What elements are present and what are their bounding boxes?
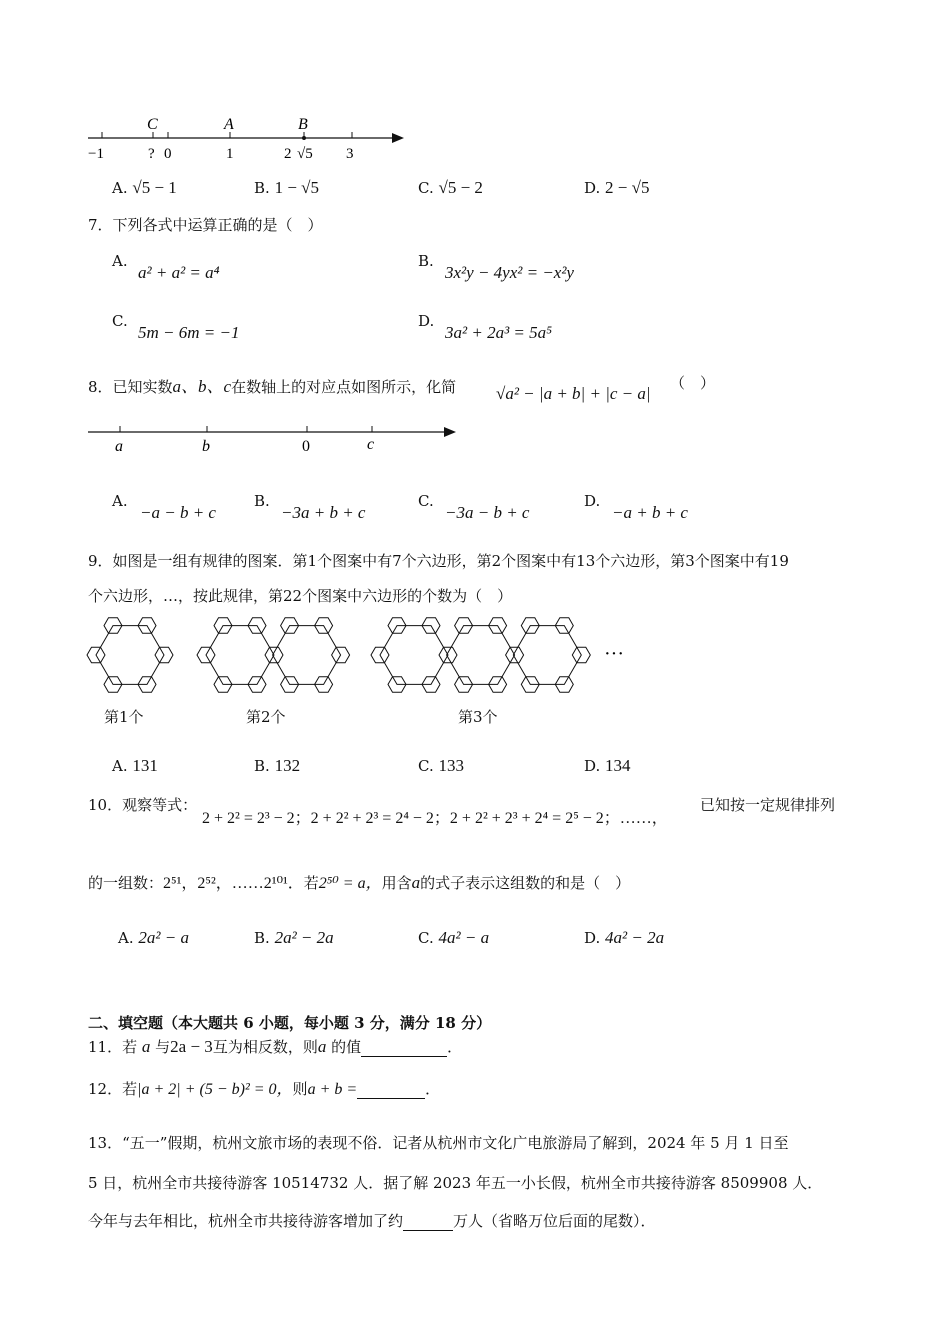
- q8-stem: 8．已知实数a、b、c在数轴上的对应点如图所示，化简: [88, 377, 457, 396]
- q8-number-line: [80, 418, 470, 458]
- q13-line2: 5 日，杭州全市共接待游客 10514732 人．据了解 2023 年五一小长假，杭州全市共接待游客 8509908 人．: [88, 1174, 823, 1192]
- q8-axis-a: a: [115, 438, 123, 455]
- q10-stem-a: 10．观察等式：: [88, 796, 198, 814]
- q11: 11．若 a 与2a − 3互为相反数，则a 的值 ．: [88, 1037, 463, 1056]
- big-hexagon: [96, 626, 164, 685]
- q6-option-a[interactable]: A. √5 − 1: [112, 178, 177, 197]
- q6-option-c[interactable]: C. √5 − 2: [418, 178, 483, 197]
- q6-tick-1: 1: [226, 146, 234, 162]
- q10-equations: 2 + 2² = 2³ − 2；2 + 2² + 2³ = 2⁴ − 2；2 + 2² + 2³ + 2⁴ = 2⁵ − 2；……，: [202, 810, 668, 827]
- q8-axis-b: b: [202, 438, 210, 455]
- q6-label-B: B: [298, 116, 308, 133]
- q9-option-d[interactable]: D. 134: [584, 756, 631, 775]
- q6-tick-3: 3: [346, 146, 354, 162]
- q9-option-c[interactable]: C. 133: [418, 756, 464, 775]
- q6-option-d[interactable]: D. 2 − √5: [584, 178, 650, 197]
- q9-ellipsis: ···: [604, 643, 624, 665]
- q9-caption-1: 第1个: [104, 708, 144, 726]
- q8-option-d-expr: −a + b + c: [612, 503, 688, 522]
- q7-option-c[interactable]: C.: [112, 312, 128, 330]
- q6-tick-neg1: −1: [88, 146, 104, 162]
- q6-option-b[interactable]: B. 1 − √5: [254, 178, 319, 197]
- q6-tick-q: ?: [148, 146, 155, 162]
- q10-option-d[interactable]: D. 4a² − 2a: [584, 928, 665, 947]
- q6-tick-2: 2: [284, 146, 292, 162]
- q7-option-d-expr: 3a² + 2a³ = 5a⁵: [445, 323, 553, 342]
- q7-option-b[interactable]: B.: [418, 252, 434, 270]
- q8-option-c-expr: −3a − b + c: [445, 503, 530, 522]
- q7-option-c-expr: 5m − 6m = −1: [138, 323, 240, 342]
- q7-option-b-expr: 3x²y − 4yx² = −x²y: [445, 263, 574, 282]
- q13-line1: 13．“五一”假期，杭州文旅市场的表现不俗．记者从杭州市文化广电旅游局了解到，2024 年 5 月 1 日至: [88, 1134, 789, 1152]
- q8-paren: （ ）: [670, 374, 716, 392]
- q9-stem-line2: 个六边形，…，按此规律，第22个图案中六边形的个数为（ ）: [88, 587, 513, 605]
- q9-stem-line1: 9．如图是一组有规律的图案．第1个图案中有7个六边形，第2个图案中有13个六边形，第3个图案中有19: [88, 552, 789, 570]
- q9-hexagon-patterns: [80, 612, 650, 697]
- q10-option-c[interactable]: C. 4a² − a: [418, 928, 490, 947]
- q6-label-C: C: [147, 116, 158, 133]
- q9-option-a[interactable]: A. 131: [112, 756, 158, 775]
- q8-option-d[interactable]: D.: [584, 492, 601, 510]
- q8-option-a[interactable]: A.: [112, 492, 128, 510]
- q9-option-b[interactable]: B. 132: [254, 756, 301, 775]
- q10-stem-b: 已知按一定规律排列: [700, 796, 836, 814]
- q7-option-d[interactable]: D.: [418, 312, 435, 330]
- q11-answer-blank[interactable]: [361, 1038, 447, 1057]
- big-hexagon: [206, 626, 274, 685]
- q6-tick-0: 0: [164, 146, 172, 162]
- q9-caption-2: 第2个: [246, 708, 286, 726]
- q13-answer-blank[interactable]: [403, 1212, 453, 1231]
- q12-answer-blank[interactable]: [357, 1080, 425, 1099]
- q8-expression: √a² − |a + b| + |c − a|: [496, 384, 651, 403]
- section2-title: 二、填空题（本大题共 6 小题，每小题 3 分，满分 18 分）: [88, 1014, 492, 1032]
- q7-option-a[interactable]: A.: [112, 252, 128, 270]
- q8-option-b-expr: −3a + b + c: [281, 503, 366, 522]
- q10-option-b[interactable]: B. 2a² − 2a: [254, 928, 334, 947]
- q8-option-c[interactable]: C.: [418, 492, 434, 510]
- q13-line3: 今年与去年相比，杭州全市共接待游客增加了约 万人（省略万位后面的尾数）．: [88, 1212, 656, 1230]
- q10-line2: 的一组数：2⁵¹，2⁵²，……2¹⁰¹．若2⁵⁰ = a，用含a的式子表示这组数的和是（ ）: [88, 873, 631, 892]
- q6-tick-sqrt5: √5: [297, 146, 313, 162]
- q6-label-A: A: [224, 116, 234, 133]
- q7-stem: 7．下列各式中运算正确的是（ ）: [88, 216, 323, 234]
- q6-number-line: [80, 110, 420, 165]
- big-hexagon: [380, 626, 448, 685]
- q8-option-a-expr: −a − b + c: [140, 503, 216, 522]
- q8-option-b[interactable]: B.: [254, 492, 270, 510]
- q7-option-a-expr: a² + a² = a⁴: [138, 263, 220, 282]
- q10-option-a[interactable]: A. 2a² − a: [118, 928, 189, 947]
- q8-axis-0: 0: [302, 438, 310, 455]
- q9-caption-3: 第3个: [458, 708, 498, 726]
- q8-axis-c: c: [367, 436, 375, 453]
- q12: 12．若|a + 2| + (5 − b)² = 0，则a + b = ．: [88, 1080, 441, 1098]
